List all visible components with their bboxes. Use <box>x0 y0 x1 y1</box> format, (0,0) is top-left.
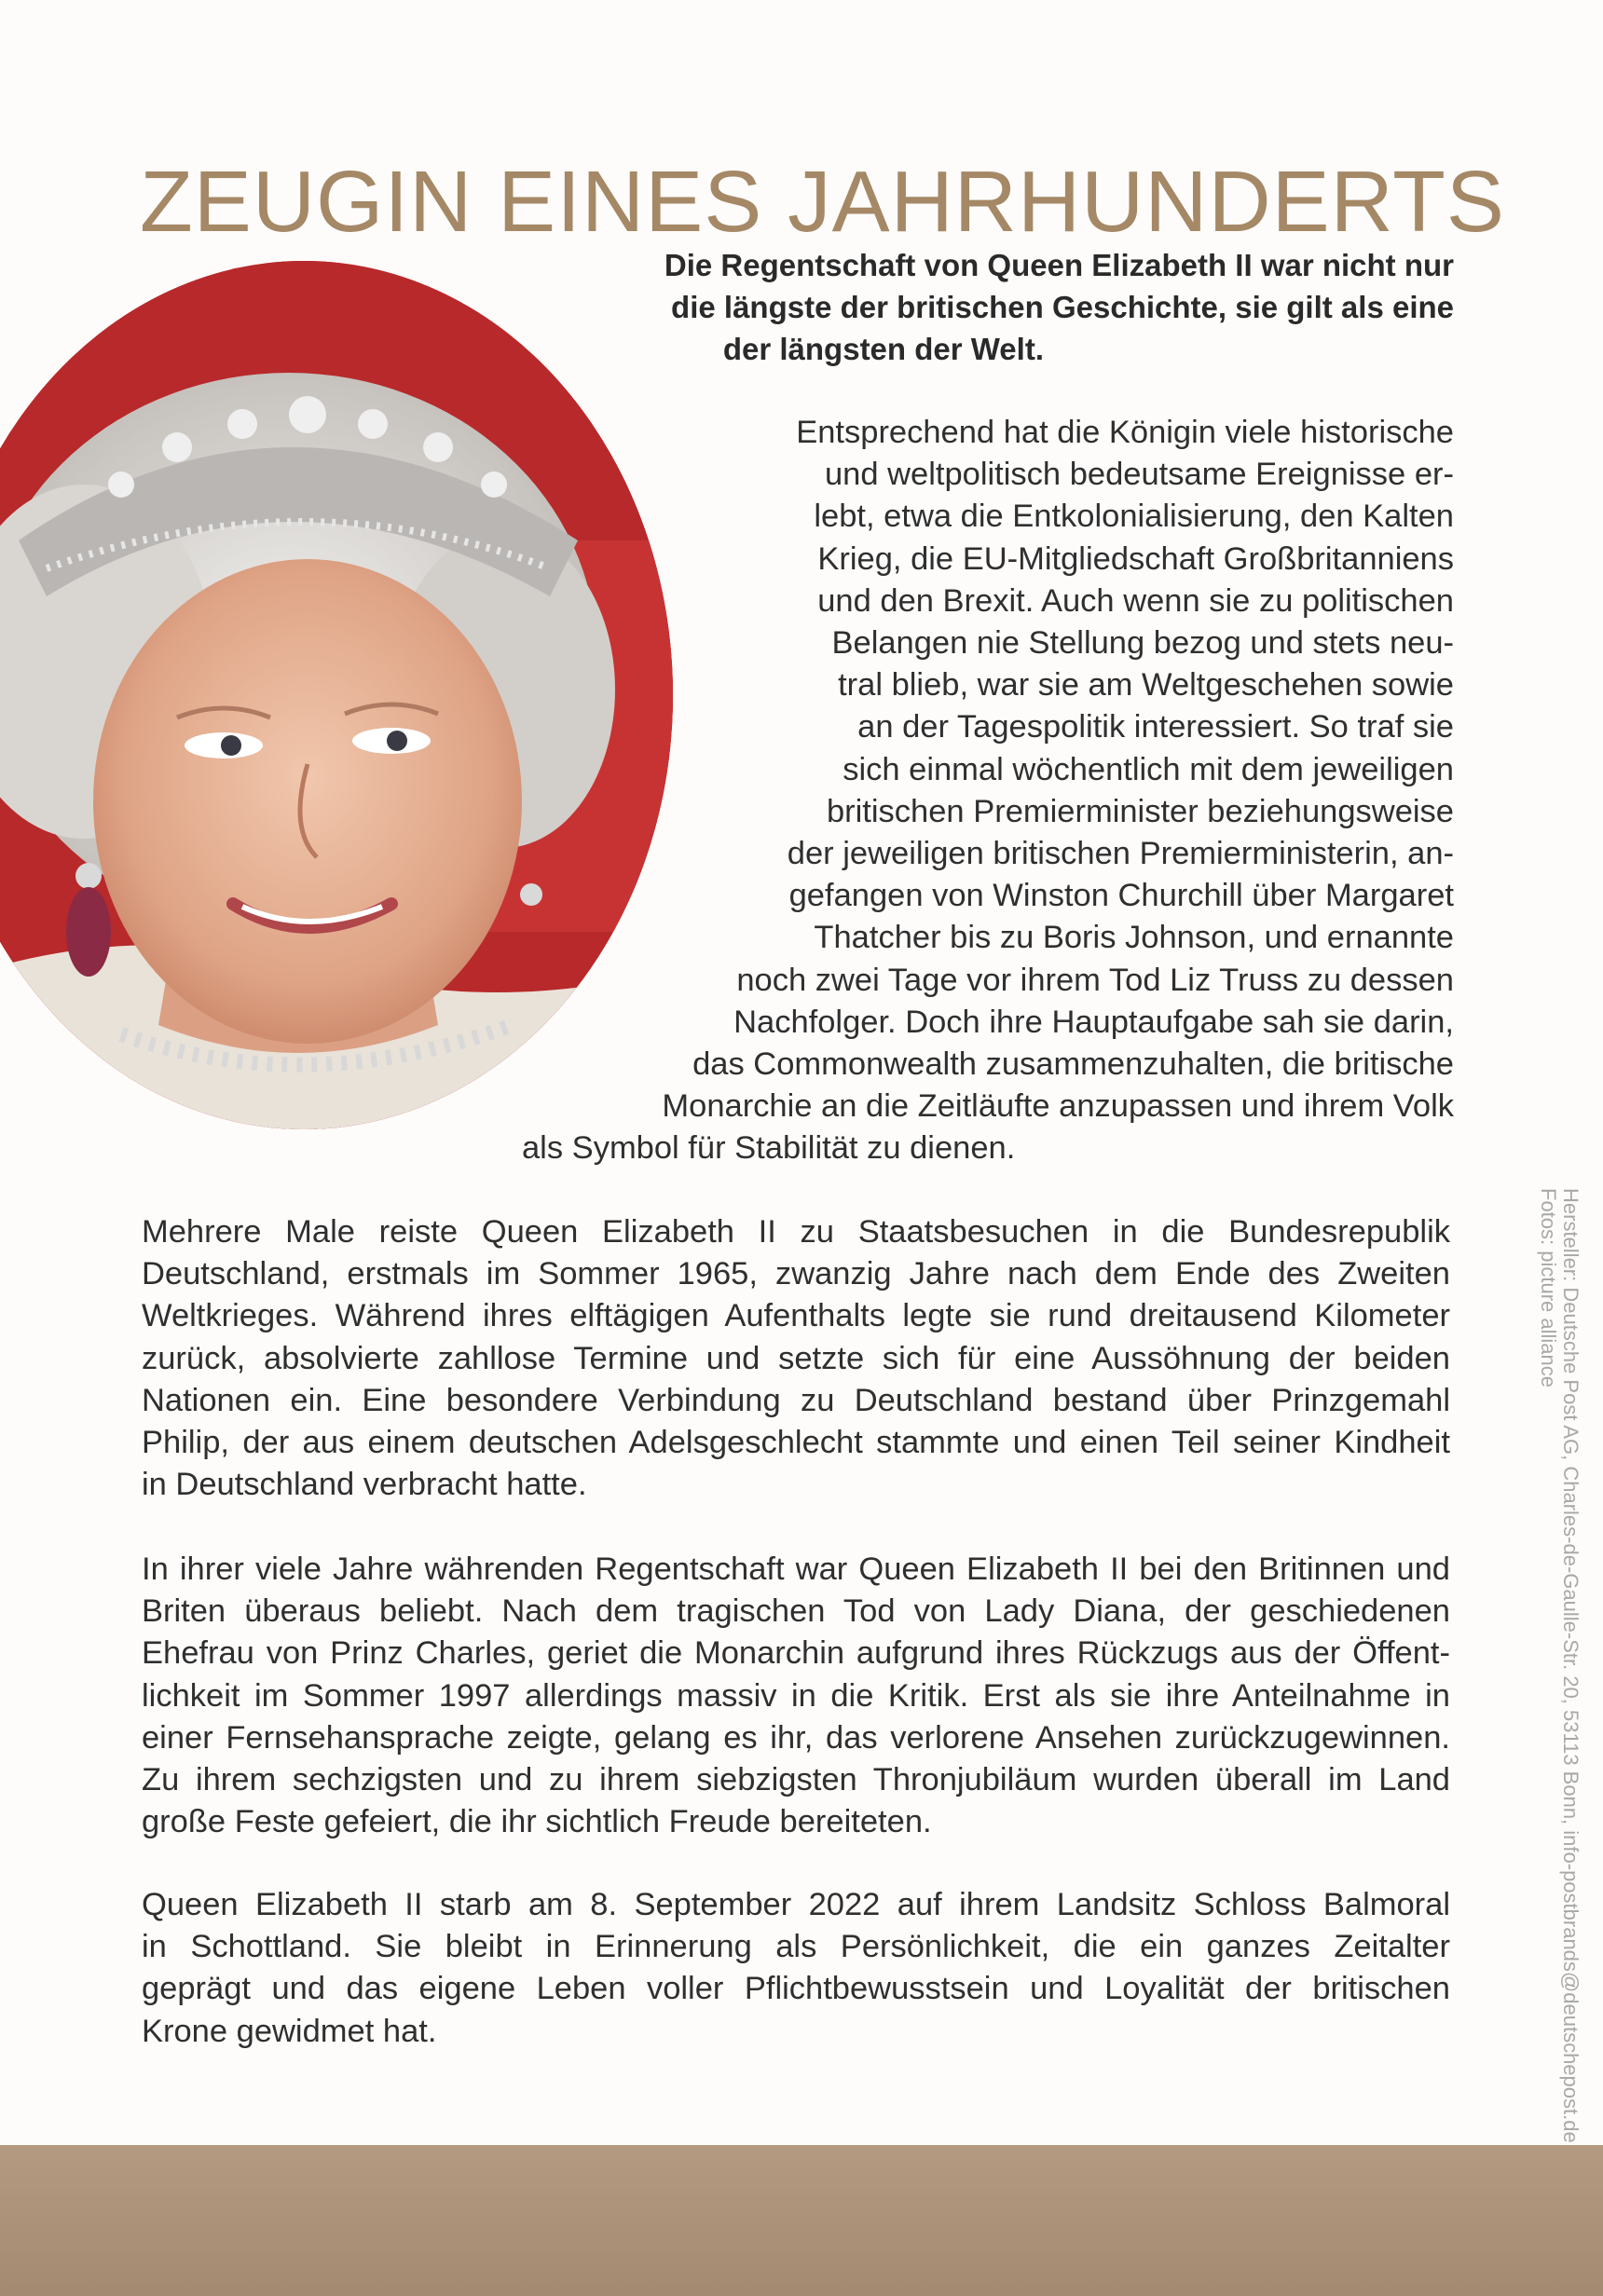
paragraph-death <box>142 1884 1450 2053</box>
page-title: ZEUGIN EINES JAHRHUNDERTS <box>140 153 1505 251</box>
paragraph-popularity <box>142 1549 1450 1843</box>
text-line: lichkeit im Sommer 1997 allerdings massiv in die Kritik. Erst als sie ihre Anteilnahme in <box>142 1677 1450 1714</box>
text-line: In ihrer viele Jahre währenden Regentschaft war Queen Elizabeth II bei den Britinnen und <box>142 1551 1450 1587</box>
credit-manufacturer: Hersteller: Deutsche Post AG, Charles-de-Gaulle-Str. 20, 53113 Bonn, info-postbrands@deutschepost.de <box>1559 1188 1582 2143</box>
credit-photos: Fotos: picture alliance <box>1537 1188 1560 1387</box>
text-line: Nationen ein. Eine besondere Verbindung zu Deutschland bestand über Prinzgemahl <box>142 1382 1450 1418</box>
text-line: Ehefrau von Prinz Charles, geriet die Monarchin aufgrund ihres Rückzugs aus der Öffent- <box>142 1635 1450 1672</box>
text-line: und den Brexit. Auch wenn sie zu politischen <box>817 582 1454 619</box>
paragraph-state-visits <box>142 1211 1450 1506</box>
text-line: britischen Premierminister beziehungsweise <box>826 793 1454 829</box>
text-line: Krone gewidmet hat. <box>142 2013 437 2049</box>
text-line: und weltpolitisch bedeutsame Ereignisse er- <box>824 457 1454 493</box>
side-credit <box>1537 1188 1582 2143</box>
text-line: Weltkrieges. Während ihres elftägigen Aufenthalts legte sie rund dreitausend Kilometer <box>142 1298 1450 1334</box>
text-line: Deutschland, erstmals im Sommer 1965, zwanzig Jahre nach dem Ende des Zweiten <box>142 1256 1450 1292</box>
footer-band <box>0 2145 1603 2296</box>
lead-line: die längste der britischen Geschichte, sie gilt als eine <box>671 290 1454 324</box>
text-line: Krieg, die EU-Mitgliedschaft Großbritanniens <box>817 540 1454 577</box>
lead-line: Die Regentschaft von Queen Elizabeth II war nicht nur <box>664 248 1454 282</box>
text-line: als Symbol für Stabilität zu dienen. <box>522 1130 1016 1167</box>
text-line: große Feste gefeiert, die ihr sichtlich Freude bereiteten. <box>142 1804 932 1840</box>
text-line: gefangen von Winston Churchill über Margaret <box>788 878 1454 914</box>
text-line: Thatcher bis zu Boris Johnson, und ernannte <box>814 920 1454 956</box>
text-line: Zu ihrem sechzigsten und zu ihrem siebzigsten Thronjubiläum wurden überall im Land <box>142 1762 1450 1798</box>
text-line: an der Tagespolitik interessiert. So traf sie <box>857 709 1454 745</box>
text-line: Queen Elizabeth II starb am 8. September 2022 auf ihrem Landsitz Schloss Balmoral <box>142 1887 1450 1922</box>
text-line: Entsprechend hat die Königin viele historische <box>796 415 1454 450</box>
text-line: einer Fernsehansprache zeigte, gelang es ihr, das verlorene Ansehen zurückzugewinnen. <box>142 1719 1450 1756</box>
text-line: lebt, etwa die Entkolonialisierung, den Kalten <box>814 499 1454 535</box>
text-line: geprägt und das eigene Leben voller Pflichtbewusstsein und Loyalität der britischen <box>142 1971 1450 2007</box>
text-line: zurück, absolvierte zahllose Termine und setzte sich für eine Aussöhnung der beiden <box>142 1340 1450 1376</box>
lead-line: der längsten der Welt. <box>722 332 1044 366</box>
lead-paragraph <box>522 244 1454 370</box>
text-line: tral blieb, war sie am Weltgeschehen sowie <box>838 667 1454 704</box>
text-line: Mehrere Male reiste Queen Elizabeth II zu Staatsbesuchen in die Bundesrepublik <box>142 1214 1450 1250</box>
text-line: Nachfolger. Doch ihre Hauptaufgabe sah sie darin, <box>733 1004 1454 1040</box>
text-line: in Schottland. Sie bleibt in Erinnerung als Persönlichkeit, die ein ganzes Zeitalter <box>142 1929 1450 1965</box>
text-line: Monarchie an die Zeitläufte anzupassen und ihrem Volk <box>662 1088 1454 1125</box>
text-line: in Deutschland verbracht hatte. <box>142 1467 587 1503</box>
text-line: der jeweiligen britischen Premierministerin, an- <box>787 836 1454 872</box>
text-line: Belangen nie Stellung bezog und stets neu- <box>831 625 1454 662</box>
text-line: sich einmal wöchentlich mit dem jeweiligen <box>843 751 1454 787</box>
text-line: Philip, der aus einem deutschen Adelsgeschlecht stammte und einen Teil seiner Kindheit <box>142 1425 1450 1461</box>
intro-paragraph <box>522 412 1454 1170</box>
text-line: noch zwei Tage vor ihrem Tod Liz Truss zu dessen <box>736 962 1454 998</box>
text-line: das Commonwealth zusammenzuhalten, die britische <box>692 1046 1454 1083</box>
text-line: Briten überaus beliebt. Nach dem tragischen Tod von Lady Diana, der geschiedenen <box>142 1593 1450 1630</box>
